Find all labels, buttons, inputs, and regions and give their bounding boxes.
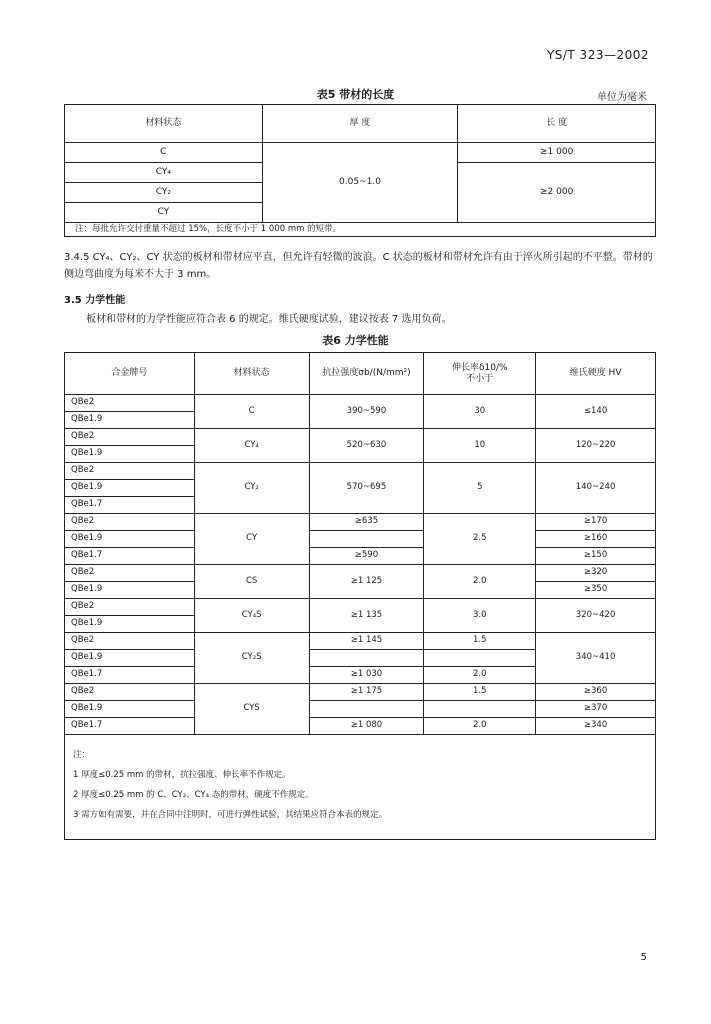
table6-hardness-cell: 120~220 xyxy=(536,429,656,463)
table6-alloy-cell: QBe1.7 xyxy=(65,497,195,514)
table6-strength-cell xyxy=(309,531,424,548)
table6-alloy-cell: QBe1.9 xyxy=(65,412,195,429)
table5-state-cell: C xyxy=(65,143,263,163)
table6-note-line: 1 厚度≤0.25 mm 的带材，抗拉强度、伸长率不作规定。 xyxy=(73,770,291,780)
table6-state-cell: CS xyxy=(194,565,309,599)
table6-state-cell: CY₂S xyxy=(194,633,309,684)
table6-note-line: 2 厚度≤0.25 mm 的 C、CY₂、CY₄ 态的带材，硬度不作规定。 xyxy=(73,790,314,800)
standard-code: YS/T 323—2002 xyxy=(546,48,649,62)
table6-alloy-cell: QBe1.9 xyxy=(65,531,195,548)
table6-alloy-cell: QBe2 xyxy=(65,514,195,531)
table6-elongation-cell: 1.5 xyxy=(424,684,536,701)
table6-alloy-cell: QBe1.7 xyxy=(65,667,195,684)
table6-state-cell: CY xyxy=(194,514,309,565)
table6 xyxy=(64,352,656,840)
table6-strength-cell: ≥635 xyxy=(309,514,424,531)
table6-hardness-cell: ≥160 xyxy=(536,531,656,548)
table6-note-line: 注： xyxy=(73,750,91,760)
table5-state-cell: CY xyxy=(65,203,263,223)
table6-state-cell: CY₄S xyxy=(194,599,309,633)
table6-strength-cell xyxy=(309,650,424,667)
table6-strength-cell: ≥1 030 xyxy=(309,667,424,684)
table6-hardness-cell: ≥340 xyxy=(536,718,656,735)
section-3-5-heading: 3.5 力学性能 xyxy=(64,295,126,306)
table6-hardness-cell: ≥370 xyxy=(536,701,656,718)
table6-alloy-cell: QBe2 xyxy=(65,395,195,412)
table6-header-alloy: 合金牌号 xyxy=(65,353,195,395)
table5-thickness-cell: 0.05~1.0 xyxy=(262,143,458,223)
table6-header-elongation xyxy=(424,353,536,395)
table6-elongation-cell xyxy=(424,701,536,718)
table6-strength-cell: ≥590 xyxy=(309,548,424,565)
table6-state-cell: CY₂ xyxy=(194,463,309,514)
table6-strength-cell: ≥1 175 xyxy=(309,684,424,701)
table5 xyxy=(64,104,656,237)
table6-strength-cell xyxy=(309,701,424,718)
table6-elongation-cell: 2.0 xyxy=(424,667,536,684)
table6-alloy-cell: QBe1.9 xyxy=(65,616,195,633)
table6-elongation-cell xyxy=(424,650,536,667)
table6-strength-cell: 520~630 xyxy=(309,429,424,463)
table6-strength-cell: 570~695 xyxy=(309,463,424,514)
table6-header-elongation-label: 伸长率δ10/% xyxy=(452,363,508,374)
table6-alloy-cell: QBe2 xyxy=(65,633,195,650)
table6-elongation-cell: 2.0 xyxy=(424,565,536,599)
table6-header-hardness: 维氏硬度 HV xyxy=(536,353,656,395)
table6-title: 表6 力学性能 xyxy=(322,334,389,347)
table6-elongation-cell: 2.0 xyxy=(424,718,536,735)
table6-hardness-cell: ≥170 xyxy=(536,514,656,531)
table6-strength-cell: ≥1 125 xyxy=(309,565,424,599)
table6-header-strength: 抗拉强度σb/(N/mm²) xyxy=(309,353,424,395)
table6-elongation-cell: 5 xyxy=(424,463,536,514)
section-3-5-text: 板材和带材的力学性能应符合表 6 的规定。维氏硬度试验，建议按表 7 选用负荷。 xyxy=(86,314,452,325)
table5-unit: 单位为毫米 xyxy=(597,92,647,103)
table6-strength-cell: ≥1 135 xyxy=(309,599,424,633)
table6-hardness-cell: ≥320 xyxy=(536,565,656,582)
table6-alloy-cell: QBe2 xyxy=(65,684,195,701)
table5-title: 表5 带材的长度 xyxy=(316,88,395,101)
table6-alloy-cell: QBe1.9 xyxy=(65,650,195,667)
table6-hardness-cell: ≥350 xyxy=(536,582,656,599)
table6-alloy-cell: QBe1.7 xyxy=(65,718,195,735)
table5-header-length: 长 度 xyxy=(458,105,656,143)
table6-alloy-cell: QBe1.9 xyxy=(65,582,195,599)
table6-alloy-cell: QBe1.9 xyxy=(65,480,195,497)
table5-header-state: 材料状态 xyxy=(65,105,263,143)
table6-elongation-cell: 3.0 xyxy=(424,599,536,633)
table6-strength-cell: ≥1 145 xyxy=(309,633,424,650)
section-3-4-5-text: 3.4.5 CY₄、CY₂、CY 状态的板材和带材应平直，但允许有轻微的波浪。C 状态的板材和带材允许有由于淬火所引起的不平整。带材的侧边弯曲度为每米不大于 3 mm。 xyxy=(64,252,653,280)
table6-notes xyxy=(65,735,656,840)
table5-note: 注：每批允许交付重量不超过 15%，长度不小于 1 000 mm 的短带。 xyxy=(65,223,656,237)
table5-length-cell: ≥1 000 xyxy=(458,143,656,163)
table6-elongation-cell: 2.5 xyxy=(424,514,536,565)
table6-header-state: 材料状态 xyxy=(194,353,309,395)
table5-state-cell: CY₄ xyxy=(65,163,263,183)
table6-alloy-cell: QBe2 xyxy=(65,429,195,446)
table6-state-cell: CY₄ xyxy=(194,429,309,463)
table6-elongation-cell: 1.5 xyxy=(424,633,536,650)
table6-hardness-cell: ≤140 xyxy=(536,395,656,429)
table6-alloy-cell: QBe1.7 xyxy=(65,548,195,565)
table6-alloy-cell: QBe1.9 xyxy=(65,446,195,463)
table6-strength-cell: ≥1 080 xyxy=(309,718,424,735)
table6-header-elongation-sub: 不小于 xyxy=(466,373,494,384)
table6-hardness-cell: 320~420 xyxy=(536,599,656,633)
page-number: 5 xyxy=(640,952,647,963)
table6-state-cell: C xyxy=(194,395,309,429)
table6-strength-cell: 390~590 xyxy=(309,395,424,429)
table6-alloy-cell: QBe2 xyxy=(65,463,195,480)
table5-state-cell: CY₂ xyxy=(65,183,263,203)
table6-note-line: 3 需方如有需要，并在合同中注明时，可进行弹性试验，其结果应符合本表的规定。 xyxy=(73,810,388,820)
table5-header-thickness: 厚 度 xyxy=(262,105,458,143)
table6-alloy-cell: QBe1.9 xyxy=(65,701,195,718)
table6-elongation-cell: 30 xyxy=(424,395,536,429)
table6-hardness-cell: 140~240 xyxy=(536,463,656,514)
table5-length-cell: ≥2 000 xyxy=(458,163,656,223)
table6-hardness-cell: 340~410 xyxy=(536,633,656,684)
table6-hardness-cell: ≥150 xyxy=(536,548,656,565)
table6-hardness-cell: ≥360 xyxy=(536,684,656,701)
table6-state-cell: CYS xyxy=(194,684,309,735)
table6-elongation-cell: 10 xyxy=(424,429,536,463)
table6-alloy-cell: QBe2 xyxy=(65,599,195,616)
table6-alloy-cell: QBe2 xyxy=(65,565,195,582)
